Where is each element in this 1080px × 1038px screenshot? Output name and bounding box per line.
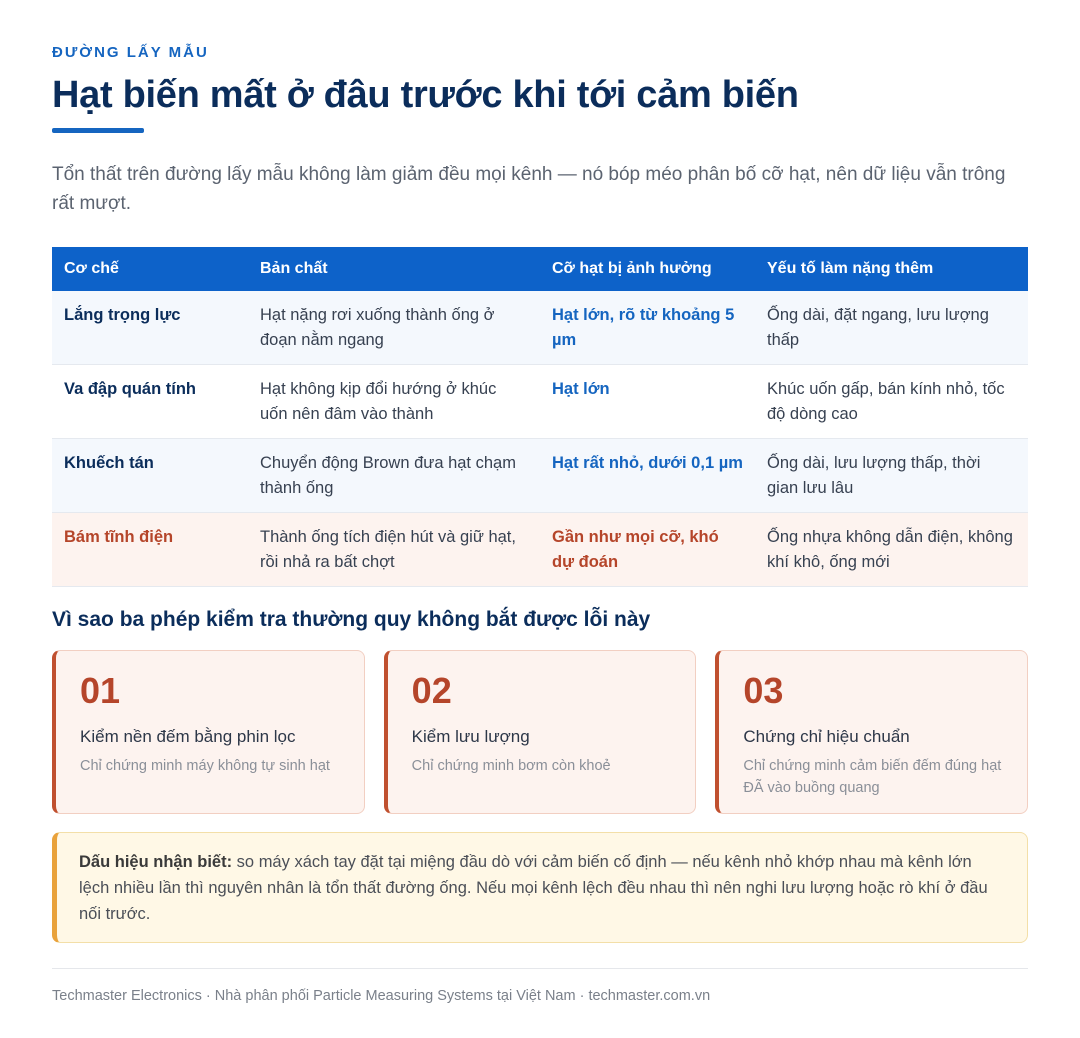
card-number: 02 [411, 670, 452, 711]
check-card [52, 650, 365, 814]
title-underline [52, 128, 144, 133]
lead-paragraph: Tổn thất trên đường lấy mẫu không làm giảm đều mọi kênh — nó bóp méo phân bố cỡ hạt, nên dữ liệu vẫn trông rất mượt. [52, 164, 1006, 214]
table-row [52, 291, 1028, 365]
cell-mechanism: Lắng trọng lực [52, 291, 248, 365]
tip-text: so máy xách tay đặt tại miệng đầu dò với cảm biến cố định — nếu kênh nhỏ khớp nhau mà kênh lớn lệch nhiều lần thì nguyên nhân là tổn thất đường ống. Nếu mọi kênh lệch đều nhau thì nên nghi lưu lượng hoặc rò khí ở đầu nối trước. [79, 853, 988, 923]
tip-callout [52, 832, 1028, 943]
cell-size: Gần như mọi cỡ, khó dự đoán [540, 513, 755, 587]
header-size: Cỡ hạt bị ảnh hưởng [540, 247, 755, 291]
cell-factors: Ống dài, đặt ngang, lưu lượng thấp [755, 291, 1028, 365]
cell-mechanism: Bám tĩnh điện [52, 513, 248, 587]
checks-cards [52, 650, 1028, 814]
cell-nature: Hạt nặng rơi xuống thành ống ở đoạn nằm ngang [248, 291, 540, 365]
cell-factors: Ống dài, lưu lượng thấp, thời gian lưu lâu [755, 439, 1028, 513]
cell-factors: Khúc uốn gấp, bán kính nhỏ, tốc độ dòng cao [755, 365, 1028, 439]
cell-size: Hạt lớn, rõ từ khoảng 5 µm [540, 291, 755, 365]
check-card [715, 650, 1028, 814]
card-description: Chỉ chứng minh cảm biến đếm đúng hạt ĐÃ vào buồng quang [743, 758, 1002, 796]
footer-text: Techmaster Electronics · Nhà phân phối Particle Measuring Systems tại Việt Nam · techmaster.com.vn [52, 988, 711, 1004]
table-header-row [52, 247, 1028, 291]
cell-nature: Chuyển động Brown đưa hạt chạm thành ống [248, 439, 540, 513]
header-mechanism: Cơ chế [52, 247, 248, 291]
card-number: 03 [743, 670, 784, 711]
cell-mechanism: Va đập quán tính [52, 365, 248, 439]
card-description: Chỉ chứng minh bơm còn khoẻ [411, 758, 611, 774]
cell-size: Hạt lớn [540, 365, 755, 439]
cell-nature: Hạt không kịp đổi hướng ở khúc uốn nên đâm vào thành [248, 365, 540, 439]
card-title: Kiểm nền đếm bằng phin lọc [80, 727, 296, 746]
table-row [52, 439, 1028, 513]
card-description: Chỉ chứng minh máy không tự sinh hạt [80, 758, 330, 774]
cell-nature: Thành ống tích điện hút và giữ hạt, rồi nhả ra bất chợt [248, 513, 540, 587]
checks-section-title: Vì sao ba phép kiểm tra thường quy không bắt được lỗi này [52, 608, 651, 631]
table-row-highlight [52, 513, 1028, 587]
header-nature: Bản chất [248, 247, 540, 291]
footer-divider [52, 968, 1028, 969]
page-title: Hạt biến mất ở đâu trước khi tới cảm biến [52, 74, 799, 116]
cell-mechanism: Khuếch tán [52, 439, 248, 513]
card-number: 01 [80, 670, 121, 711]
check-card [384, 650, 697, 814]
header-factors: Yếu tố làm nặng thêm [755, 247, 1028, 291]
tip-label: Dấu hiệu nhận biết: [79, 853, 233, 871]
eyebrow: ĐƯỜNG LẤY MẪU [52, 44, 209, 61]
card-title: Chứng chỉ hiệu chuẩn [743, 727, 910, 746]
cell-factors: Ống nhựa không dẫn điện, không khí khô, ống mới [755, 513, 1028, 587]
card-title: Kiểm lưu lượng [411, 727, 530, 746]
cell-size: Hạt rất nhỏ, dưới 0,1 µm [540, 439, 755, 513]
table-row [52, 365, 1028, 439]
mechanism-table [52, 247, 1028, 587]
